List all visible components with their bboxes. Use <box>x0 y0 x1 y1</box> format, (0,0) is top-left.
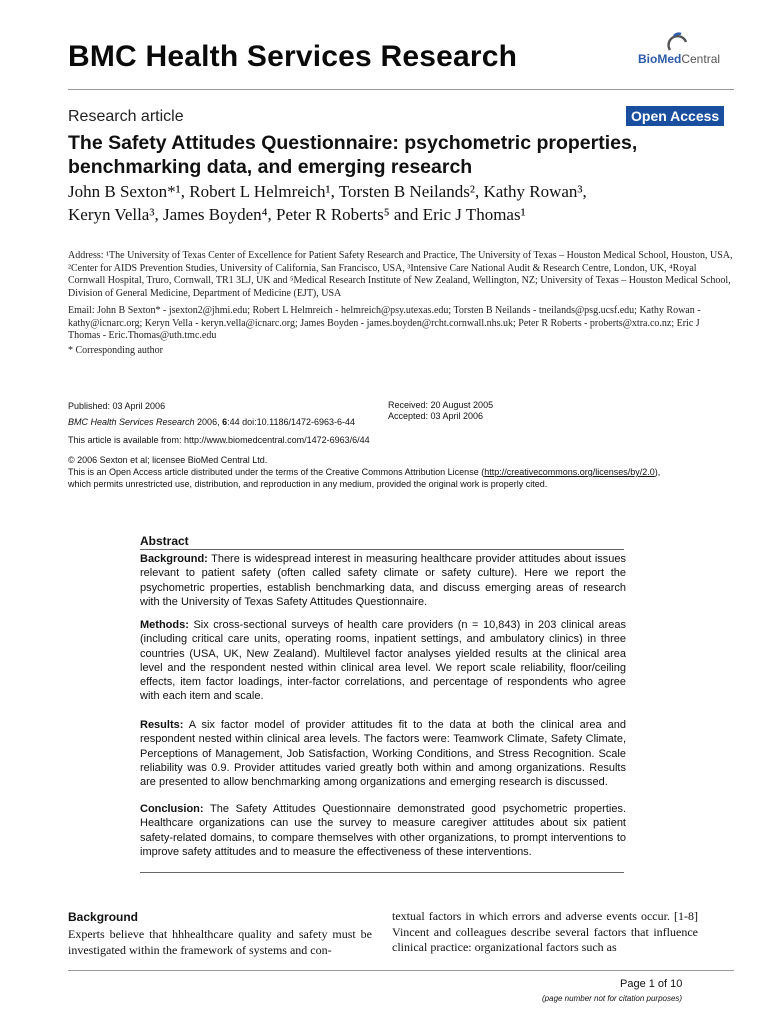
page-number-note: (page number not for citation purposes) <box>542 994 683 1003</box>
accepted-date: Accepted: 03 April 2006 <box>388 411 484 421</box>
author-addresses: Address: ¹The University of Texas Center of Excellence for Patient Safety Research and Practice, The University of Texas – Houston Medical School, Houston, USA, ²Center for AIDS Prevention Studies, University of California, San Francisco, USA, ³Intensive Care National Audit & Research Centre, London, UK, ⁴Royal Cornwall Hospital, Truro, Cornwall, TR1 3LJ, UK and ⁵Medical Research Institute of New Zealand, Wellington, NZ; University of Texas – Houston Medical School, Division of General Medicine, Department of Medicine (EJT), USA <box>68 250 733 299</box>
abstract-methods: Methods: Six cross-sectional surveys of health care providers (n = 10,843) in 203 clinical areas (including critical care units, operating rooms, inpatient settings, and ambulatory clinics) in three countries (USA, UK, New Zealand). Multilevel factor analyses yielded results at the clinical area level and the respondent nested within clinical area level. We report scale reliability, floor/ceiling effects, item factor loadings, inter-factor correlations, and percentage of respondents who agree with each item and scale. <box>140 619 626 703</box>
article-title: The Safety Attitudes Questionnaire: psychometric properties, benchmarking data, and emerging research <box>68 132 638 178</box>
abstract-results: Results: A six factor model of provider attitudes fit to the data at both the clinical area and respondent nested within clinical area levels. The factors were: Teamwork Climate, Safety Climate, Perceptions of Management, Job Satisfaction, Working Conditions, and Stress Recognition. Scale reliability was 0.9. Provider attitudes varied greatly both within and among organizations. Results are presented to allow benchmarking among organizations and emerging research is discussed. <box>140 719 626 789</box>
copyright: © 2006 Sexton et al; licensee BioMed Central Ltd. <box>68 455 268 465</box>
abstract-heading: Abstract <box>140 534 189 548</box>
article-url[interactable]: This article is available from: http://www.biomedcentral.com/1472-6963/6/44 <box>68 435 370 445</box>
journal-title: BMC Health Services Research <box>68 40 518 73</box>
publisher-logo[interactable] <box>634 30 721 74</box>
body-column-2: textual factors in which errors and adverse events occur. [1-8] Vincent and colleagues describe several factors that influence clinical practice: organizational factors such as <box>392 909 698 954</box>
authors-line-2: Keryn Vella³, James Boyden⁴, Peter R Roberts⁵ and Eric J Thomas¹ <box>68 205 526 224</box>
license-text-2: which permits unrestricted use, distribution, and reproduction in any medium, provided the original work is properly cited. <box>68 479 548 489</box>
abstract-bottom-rule <box>140 872 624 873</box>
header-divider <box>68 89 734 90</box>
received-date: Received: 20 August 2005 <box>388 400 494 410</box>
body-column-1: Experts believe that hhhealthcare quality and safety must be investigated within the framework of systems and con- <box>68 927 372 957</box>
section-heading-background: Background <box>68 910 139 924</box>
license-text: This is an Open Access article distributed under the terms of the Creative Commons Attribution License (http://creativecommons.org/licenses/by/2.0), <box>68 467 661 477</box>
abstract-conclusion: Conclusion: The Safety Attitudes Questionnaire demonstrated good psychometric properties. Healthcare organizations can use the survey to measure caregiver attitudes about six patient safety-related domains, to compare themselves with other organizations, to prompt interventions to improve safety attitudes and to measure the effectiveness of these interventions. <box>140 803 626 858</box>
published-date: Published: 03 April 2006 <box>68 401 166 411</box>
abstract-background: Background: There is widespread interest in measuring healthcare provider attitudes about issues relevant to patient safety (often called safety climate or safety culture). Here we report the psychometric properties, establish benchmarking data, and discuss emerging areas of research with the University of Texas Safety Attitudes Questionnaire. <box>140 553 626 608</box>
author-list <box>68 180 738 226</box>
open-access-badge: Open Access <box>626 106 724 126</box>
corresponding-author-note: * Corresponding author <box>68 345 163 356</box>
article-type: Research article <box>68 108 184 125</box>
license-link[interactable]: http://creativecommons.org/licenses/by/2.0 <box>484 467 655 477</box>
citation: BMC Health Services Research 2006, 6:44 doi:10.1186/1472-6963-6-44 <box>68 417 356 427</box>
page-number: Page 1 of 10 <box>620 978 683 990</box>
abstract-top-rule <box>140 549 624 550</box>
author-emails: Email: John B Sexton* - jsexton2@jhmi.edu; Robert L Helmreich - helmreich@psy.utexas.edu; Torsten B Neilands - tneilands@psg.ucsf.edu; Kathy Rowan - kathy@icnarc.org; Keryn Vella - keryn.vella@icnarc.org; James Boyden - james.boyden@rcht.cornwall.nhs.uk; Peter R Roberts - proberts@xtra.co.nz; Eric J Thomas - Eric.Thomas@uth.tmc.edu <box>68 305 701 341</box>
authors-line-1: John B Sexton*¹, Robert L Helmreich¹, Torsten B Neilands², Kathy Rowan³, <box>68 182 587 201</box>
footer-divider <box>68 970 734 971</box>
publisher-name: BioMedCentral <box>638 52 721 66</box>
biomed-central-logo-icon <box>664 30 694 54</box>
